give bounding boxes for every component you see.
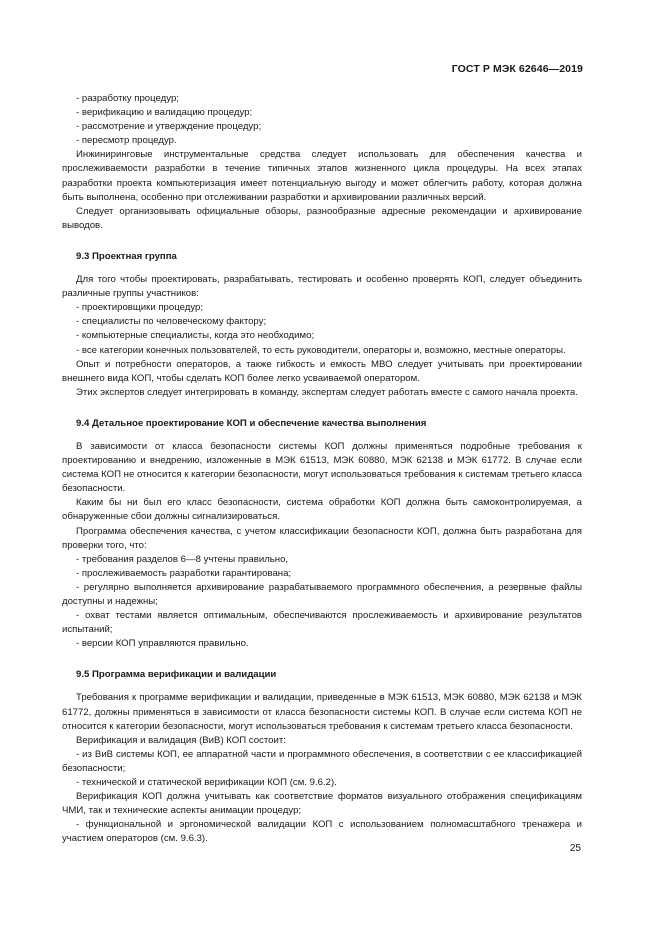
document-header: ГОСТ Р МЭК 62646—2019 bbox=[451, 63, 583, 75]
list-item: - рассмотрение и утверждение процедур; bbox=[76, 121, 262, 133]
list-item: - регулярно выполняется архивирование разрабатываемого программного обеспечения, а резервные файлы доступны и надежны; bbox=[62, 581, 582, 607]
list-item: - прослеживаемость разработки гарантирована; bbox=[76, 567, 292, 579]
list-item: - все категории конечных пользователей, то есть руководители, операторы и, возможно, местные операторы. bbox=[76, 344, 566, 356]
list-item: - разработку процедур; bbox=[76, 93, 179, 104]
list-item: - функциональной и эргономической валидации КОП с использованием полномасштабного тренажера и участием операторов (см. 9.6.3). bbox=[62, 819, 582, 845]
document-body bbox=[62, 92, 582, 847]
paragraph: В зависимости от класса безопасности системы КОП должны применяться подробные требования к проектированию и внедрению, изложенные в МЭК 61513, МЭК 60880, МЭК 62138 и МЭК 61772. В случае если система КОП не относится к категории безопасности, могут использоваться требования к системам третьего класса безопасности. bbox=[62, 440, 582, 495]
list-item: - пересмотр процедур. bbox=[76, 135, 177, 147]
paragraph: Каким бы ни был его класс безопасности, система обработки КОП должна быть самоконтролируемая, а обнаруженные сбои должны сигнализироваться. bbox=[62, 497, 582, 523]
paragraph: Верификация КОП должна учитывать как соответствие форматов визуального отображения спецификациям ЧМИ, так и технические аспекты анимации процедур; bbox=[62, 791, 582, 817]
paragraph: Для того чтобы проектировать, разрабатывать, тестировать и особенно проверять КОП, следует объединить различные группы участников: bbox=[62, 274, 582, 300]
list-item: - верификацию и валидацию процедур; bbox=[76, 107, 253, 119]
paragraph: Опыт и потребности операторов, а также гибкость и емкость МВО следует учитывать при проектировании внешнего вида КОП, чтобы сделать КОП более легко усваиваемой оператором. bbox=[62, 358, 582, 384]
list-item: - специалисты по человеческому фактору; bbox=[76, 316, 267, 328]
paragraph: Этих экспертов следует интегрировать в команду, экспертам следует работать вместе с самого начала проекта. bbox=[76, 386, 578, 398]
list-item: - требования разделов 6—8 учтены правильно, bbox=[76, 553, 289, 565]
paragraph: Требования к программе верификации и валидации, приведенные в МЭК 61513, МЭК 60880, МЭК 62138 и МЭК 61772, должны применяться в зависимости от класса безопасности системы КОП. В случае если система КОП не относится к категории безопасности, могут использоваться требования к системам третьего класса безопасности. bbox=[62, 692, 582, 732]
list-item: - охват тестами является оптимальным, обеспечиваются прослеживаемость и архивирование результатов испытаний; bbox=[62, 610, 582, 636]
paragraph: Инжиниринговые инструментальные средства следует использовать для обеспечения качества и прослеживаемости разработки в течение типичных этапов жизненного цикла процедуры. На всех этапах разработки проекта компьютеризация имеет потенциальную выгоду и может облегчить работу, которая должна быть выполнена, особенно при отслеживании разработки и архивировании различных версий. bbox=[62, 149, 582, 203]
paragraph: Верификация и валидация (ВиВ) КОП состоит: bbox=[76, 734, 286, 746]
section-heading-9-4: 9.4 Детальное проектирование КОП и обеспечение качества выполнения bbox=[76, 417, 427, 429]
list-item: - проектировщики процедур; bbox=[76, 302, 204, 314]
paragraph: Программа обеспечения качества, с учетом классификации безопасности КОП, должна быть разработана для проверки того, что: bbox=[62, 525, 582, 551]
paragraph: Следует организовывать официальные обзоры, разнообразные адресные рекомендации и архивирование выводов. bbox=[62, 205, 582, 231]
list-item: - компьютерные специалисты, когда это необходимо; bbox=[76, 330, 315, 342]
page-number: 25 bbox=[569, 843, 581, 854]
section-heading-9-3: 9.3 Проектная группа bbox=[76, 250, 177, 262]
list-item: - технической и статической верификации КОП (см. 9.6.2). bbox=[76, 777, 337, 789]
list-item: - из ВиВ системы КОП, ее аппаратной части и программного обеспечения, в соответствии с ее классификацией безопасности; bbox=[62, 748, 582, 774]
section-heading-9-5: 9.5 Программа верификации и валидации bbox=[76, 669, 277, 681]
list-item: - версии КОП управляются правильно. bbox=[76, 638, 249, 650]
